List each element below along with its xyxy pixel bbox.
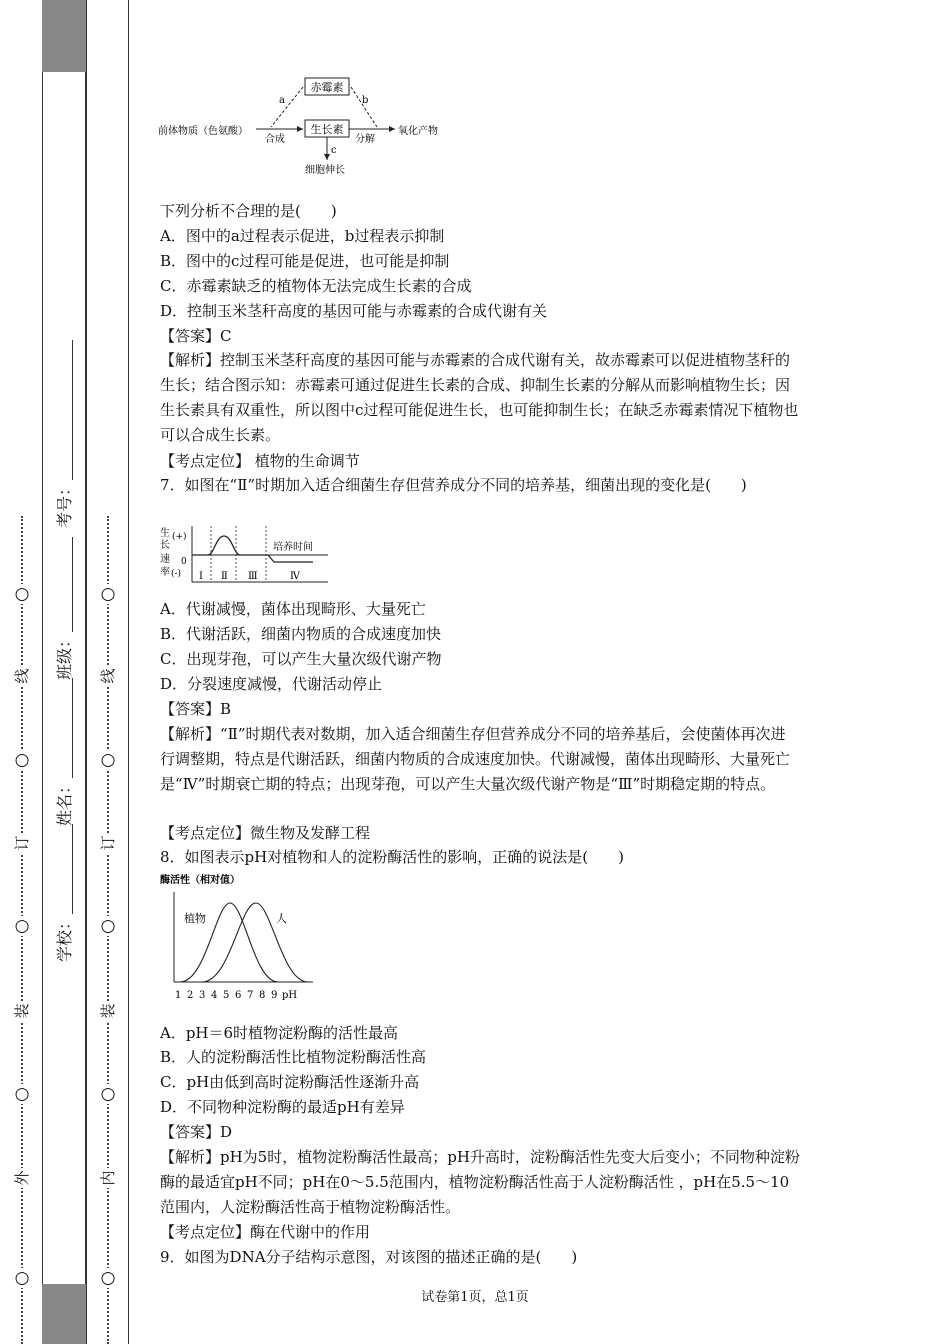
cut-label-line: 线: [12, 666, 32, 686]
school-label: 学校：: [55, 913, 74, 962]
cut-label-staple: 订: [98, 833, 118, 853]
phase-2-label: Ⅱ: [221, 571, 228, 582]
cell-elongation-label: 细胞伸长: [305, 165, 345, 176]
cut-label-inner: 内: [98, 1168, 118, 1188]
q6-stem: 下列分析不合理的是( ): [160, 202, 337, 220]
graph-ylabel-1: 生: [160, 528, 170, 539]
margin-gray-band-top: [42, 0, 86, 72]
name-blank[interactable]: [59, 678, 73, 778]
q7-option-b[interactable]: B．代谢活跃，细菌内物质的合成速度加快: [160, 625, 442, 643]
graph-xlabel: 培养时间: [273, 542, 313, 553]
plant-curve-label: 植物: [184, 912, 206, 925]
q7-answer: 【答案】B: [160, 700, 232, 718]
ph-tick: 1: [175, 990, 182, 1001]
cut-circle-mark: ○: [12, 1084, 32, 1104]
hormone-pathway-diagram: [155, 74, 455, 184]
synthesis-label: 合成: [265, 134, 285, 145]
cut-label-bind: 装: [98, 1001, 118, 1021]
cut-label-bind: 装: [12, 1001, 32, 1021]
graph-plus-label: (+): [172, 532, 187, 542]
enzyme-activity-ph-graph: [158, 870, 328, 1002]
q6-answer: 【答案】C: [160, 327, 232, 345]
gibberellin-box-label: 赤霉素: [310, 81, 344, 94]
ph-tick: 3: [199, 990, 206, 1001]
cut-circle-mark: ○: [12, 584, 32, 604]
q6-option-b[interactable]: B．图中的c过程可能是促进，也可能是抑制: [160, 252, 450, 270]
cut-label-line: 线: [98, 666, 118, 686]
q6-topic: 【考点定位】 植物的生命调节: [160, 452, 360, 470]
q8-option-d[interactable]: D．不同物种淀粉酶的最适pH有差异: [160, 1098, 405, 1116]
graph-ylabel-2: 长: [160, 540, 170, 551]
q8-option-b[interactable]: B．人的淀粉酶活性比植物淀粉酶活性高: [160, 1048, 427, 1066]
phase-1-label: Ⅰ: [199, 571, 203, 582]
q7-stem: 7．如图在“Ⅱ”时期加入适合细菌生存但营养成分不同的培养基，细菌出现的变化是( ): [160, 476, 747, 494]
ph-tick: 4: [211, 990, 218, 1001]
q6-option-d[interactable]: D．控制玉米茎秆高度的基因可能与赤霉素的合成代谢有关: [160, 302, 548, 320]
q8-answer: 【答案】D: [160, 1123, 233, 1141]
q7-option-a[interactable]: A．代谢减慢，菌体出现畸形、大量死亡: [160, 600, 426, 618]
exam-no-blank[interactable]: [59, 340, 73, 480]
class-label: 班级：: [55, 631, 74, 680]
q7-analysis: 【解析】“Ⅱ”时期代表对数期，加入适合细菌生存但营养成分不同的培养基后，会使菌体再次进行调整期，特点是代谢活跃，细菌内物质的合成速度加快。代谢减慢，菌体出现畸形、大量死亡是“Ⅳ”时期衰亡期的特点；出现芽孢，可以产生大量次级代谢产物是“Ⅲ”时期稳定期的特点。: [160, 725, 791, 793]
graph-ylabel-4: 率: [160, 567, 170, 578]
q8-stem: 8．如图表示pH对植物和人的淀粉酶活性的影响，正确的说法是( ): [160, 848, 624, 866]
school-field[interactable]: [52, 824, 75, 962]
ph-tick: 9: [271, 990, 278, 1001]
graph-ylabel-3: 速: [160, 554, 170, 565]
binding-margin: [0, 0, 130, 1344]
q9-stem: 9．如图为DNA分子结构示意图，对该图的描述正确的是( ): [160, 1248, 578, 1266]
bacteria-growth-graph: [158, 524, 333, 586]
ph-tick: 5: [223, 990, 230, 1001]
q8-option-c[interactable]: C．pH由低到高时淀粉酶活性逐渐升高: [160, 1073, 420, 1091]
cut-circle-mark: ○: [98, 750, 118, 770]
path-b-label: b: [362, 95, 369, 106]
exam-no-field[interactable]: [52, 340, 75, 528]
graph-zero-label: 0: [181, 557, 187, 567]
cut-circle-mark: ○: [12, 916, 32, 936]
q8-analysis: 【解析】pH为5时，植物淀粉酶活性最高；pH升高时，淀粉酶活性先变大后变小；不同物种淀粉酶的最适宜pH不同；pH在0～5.5范围内，植物淀粉酶活性高于人淀粉酶活性 ，pH在5.5～10范围内，人淀粉酶活性高于植物淀粉酶活性。: [160, 1148, 800, 1216]
cut-label-staple: 订: [12, 833, 32, 853]
school-blank[interactable]: [59, 824, 73, 914]
q6-option-a[interactable]: A．图中的a过程表示促进，b过程表示抑制: [160, 227, 445, 245]
name-label: 姓名：: [55, 777, 74, 826]
ph-tick: 6: [235, 990, 242, 1001]
q7-topic: 【考点定位】微生物及发酵工程: [160, 824, 371, 842]
exam-no-label: 考号：: [55, 479, 74, 528]
oxidation-product-label: 氧化产物: [398, 126, 438, 137]
ph-tick: 7: [247, 990, 254, 1001]
q6-analysis: 【解析】控制玉米茎秆高度的基因可能与赤霉素的合成代谢有关，故赤霉素可以促进植物茎秆的生长；结合图示知：赤霉素可通过促进生长素的合成、抑制生长素的分解从而影响植物生长；因生长素具有双重性，所以图中c过程可能促进生长，也可能抑制生长；在缺乏赤霉素情况下植物也可以合成生长素。: [160, 351, 799, 444]
phase-4-label: Ⅳ: [290, 571, 300, 582]
human-curve-label: 人: [276, 912, 287, 925]
class-blank[interactable]: [59, 537, 73, 632]
ph-tick: 2: [187, 990, 194, 1001]
ph-tick: 8: [259, 990, 266, 1001]
graph-ylabel: 酶活性（相对值）: [160, 875, 240, 886]
name-field[interactable]: [52, 678, 75, 826]
cut-circle-mark: ○: [12, 750, 32, 770]
outer-cut-line: [12, 516, 32, 1344]
inner-cut-line: [98, 516, 118, 1344]
cut-circle-mark: ○: [98, 1084, 118, 1104]
cut-circle-mark: ○: [98, 916, 118, 936]
path-a-label: a: [279, 95, 285, 106]
path-c-label: c: [331, 145, 337, 156]
q7-option-d[interactable]: D．分裂速度减慢，代谢活动停止: [160, 675, 383, 693]
q8-option-a[interactable]: A．pH＝6时植物淀粉酶的活性最高: [160, 1024, 399, 1042]
page-footer: 试卷第1页，总1页: [421, 1290, 529, 1305]
margin-line: [128, 0, 129, 1344]
q7-option-c[interactable]: C．出现芽孢，可以产生大量次级代谢产物: [160, 650, 442, 668]
precursor-label: 前体物质（色氨酸）: [158, 126, 248, 137]
cut-circle-mark: ○: [12, 1268, 32, 1288]
ph-axis-unit: pH: [282, 990, 298, 1001]
cut-label-outer: 外: [12, 1168, 32, 1188]
phase-3-label: Ⅲ: [248, 571, 258, 582]
decomposition-label: 分解: [355, 134, 375, 145]
cut-circle-mark: ○: [98, 584, 118, 604]
q6-option-c[interactable]: C．赤霉素缺乏的植物体无法完成生长素的合成: [160, 277, 472, 295]
class-field[interactable]: [52, 537, 75, 680]
graph-minus-label: (-): [171, 569, 182, 579]
auxin-box-label: 生长素: [310, 123, 344, 136]
q8-topic: 【考点定位】酶在代谢中的作用: [160, 1223, 371, 1241]
margin-line: [86, 0, 87, 1344]
cut-circle-mark: ○: [98, 1268, 118, 1288]
